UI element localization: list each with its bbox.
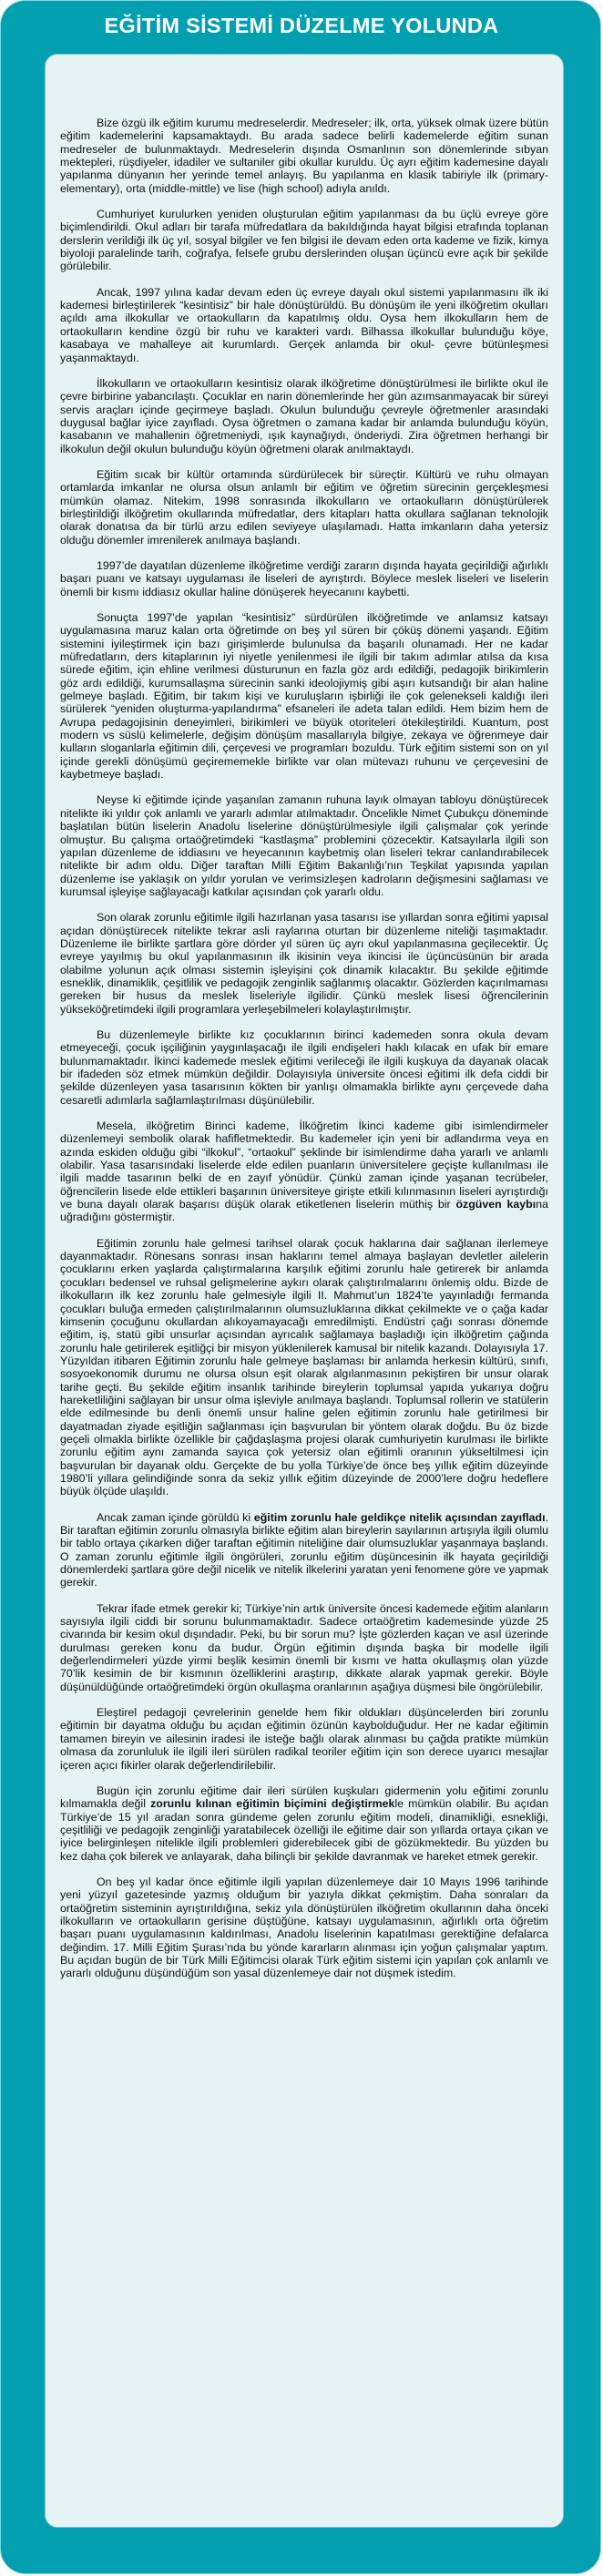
article-paragraph: Neyse ki eğitimde içinde yaşanılan zamanın ruhuna layık olmayan tabloyu dönüştürecek nitelikte iki yıldır çok anlamlı ve yararlı adımlar atılmaktadır. Öncelikle Nimet Çubukçu döneminde başlatılan bütün liselerin Anadolu liselerine dönüştürülmesiyle ilgili çalışmalar çok yerinde olmuştur. Bu çalışma ortaöğretimdeki “kastlaşma” problemini çözecektir. Katsayılarla ilgili son yapılan düzenleme de iddiasını ve heyecanının kaybetmiş olan liseleri tekrar canlandırabilecek nitelikte bir adım oldu. Diğer taraftan Milli Eğitim Bakanlığı’nın Teşkilat yapısında yapılan düzenleme ise yaklaşık on yıldır yorulan ve verimsizleşen kadroların değişmesini sağlaması ve kurumsal işleyişe sağlayacağı katkılar açısından çok yararlı oldu. (60, 793, 548, 898)
article-paragraph: Eleştirel pedagoji çevrelerinin genelde hem fikir oldukları düşüncelerden biri zorunlu eğitimin bir dayatma olduğu bu açıdan eğitimin özünün kaybolduğudur. Her ne kadar eğitimin tamamen bireyin ve ailesinin iradesi ile isteğe bağlı olarak alınması bu çağda pratikte mümkün olmasa da zorunluluk ile ilgili ileri sürülen radikal teoriler eğitim için son derece uyarıcı mesajlar içeren açıcı fikirler olarak değerlendirilebilir. (60, 1706, 548, 1772)
paragraph-text: le mümkün olabilir. Bu açıdan Türkiye’de 15 yıl aradan sonra gündeme gelen zorunlu eğitim modeli, dinamikliği, esnekliği, çeşitliliği ve pedagojik zenginliği yaratabilecek özelliği ile eğitime dair son yıllarda ortaya çıkan ve iyice belirginleşen nitelikle ilgili problemleri giderebilecek gibi de gözükmektedir. Bu yüzden bu kez daha çok bilerek ve anlayarak, daha bilinçli bir şekilde davranmak ve hareket etmek gerekir. (60, 1797, 548, 1863)
article-paragraph (60, 1784, 548, 1863)
article-paragraph: İlkokulların ve ortaokulların kesintisiz olarak ilköğretime dönüştürülmesi ile birlikte okul ile çevre birbirine yabancılaştı. Çocuklar en narin dönemlerinde her gün azımsanmayacak bir süreyi servis araçları içinde geçirmeye başladı. Okulun bulunduğu çevreyle öğretmenler arasındaki duygusal bağlar iyice zayıfladı. Oysa öğretmen o zamana kadar bir anlamda bulunduğu köyün, kasabanın ve mahallenin öğretmeniydi, ışık kaynağıydı, önderiydi. Zira öğretmen herhangi bir ilkokulun değil okulun bulunduğu köyün öğretmeni olarak anılmaktaydı. (60, 376, 548, 455)
article-paragraph: Ancak, 1997 yılına kadar devam eden üç evreye dayalı okul sistemi yapılanmasını ilk iki kademesi birleştirilerek “kesintisiz” bir hale dönüştürüldü. Bu dönüşüm ile yeni ilköğretim okulları açıldı ama ilkokullar ve ortaokulların da kapatılmış oldu. Oysa hem ilkokulların hem de ortaokulların kendine özgü bir ruhu ve karakteri vardı. Bilhassa ilkokullar bulunduğu köye, kasabaya ve mahalleye ait kurumlardı. Gerçek anlamda bir okul- çevre bütünleşmesi yaşanmaktaydı. (60, 285, 548, 364)
paragraph-text: Ancak zaman içinde görüldü ki (97, 1510, 254, 1524)
paragraph-emphasis: özgüven kaybı (455, 1198, 537, 1211)
article-paragraph: Cumhuriyet kurulurken yeniden oluşturulan eğitim yapılanması da bu üçlü evreye göre biçimlendirildi. Okul adları bir tarafa müfredatlara da bakıldığında hayat bilgisi etrafında toplanan derslerin verildiği ilk üç yıl, sosyal bilgiler ve fen bilgisi ile devam eden orta kademe ve fizik, kimya biyoloji paralelinde tarih, coğrafya, felsefe grubu derslerinden oluşan üçüncü evre açık bir şekilde görülebilir. (60, 208, 548, 273)
article-paragraph (60, 1119, 548, 1224)
paragraph-emphasis: eğitim zorunlu hale geldikçe nitelik açısından zayıfladı (253, 1510, 546, 1524)
article-paragraph: Eğitimin zorunlu hale gelmesi tarihsel olarak çocuk haklarına dair sağlanan ilerlemeye dayanmaktadır. Rönesans sonrası insan haklarını temel almaya başlayan devletler ailelerin çocuklarını erken yaşlarda çalıştırmalarına karşılık eğitimi zorunlu hale getirerek bir anlamda çocukları bedensel ve ruhsal gelişmelerine aykırı olarak çalıştırılmalarını önlemiş oldu. Bizde de ilkokulların ilk kez zorunlu hale gelmesiyle ilgili II. Mahmut’un 1824’te yayınladığı fermanda çocukları buluğa ermeden çalıştırılmalarının olumsuzluklarına dikkat çekilmekte ve o çağa kadar kimsenin çocuğunu okullardan alıkoyamayacağı emredilmişti. Endüstri çağı sonrası dönemde eğitim, iş, statü gibi unsurlar açısından ayrıcalık sağlamaya başladığı için ilköğretim çağında zorunlu hale getirilerek eşitliğçi bir misyon yüklenilerek kamusal bir nitelik kazandı. Dolayısıyla 17. Yüzyıldan itibaren Eğitimin zorunlu hale gelmeye başlaması bir anlamda herkesin kültürü, sınıfı, sosyoekonomik durumu ne olursa olsun eşit olarak algılanmasının pekiştiren bir unsur olarak tarihe geçti. Bu şekilde eğitim insanlık tarihinde bireylerin toplumsal yapıda yukarıya doğru hareketliliğini sağlayan bir unsur olma işleviyle anılmaya başlandı. Toplumsal rollerin ve statülerin elde edilmesinde bu denli önemli unsur haline gelen eğitimin zorunlu hale getirilmesi bir dayatmadan ziyade eşitliğin sağlanması için başvurulan bir yöntem olarak doğdu. Bu öz bizde geçeli olmakla birlikte özellikle bir çağdaşlaşma projesi olarak cumhuriyetin kurulması ile birlikte zorunlu eğitim aynı zamanda sayıca çok yetersiz olan eğitimli oranının yükseltilmesi için başvurulan bir dayanak oldu. Gerçekte de bu yolla Türkiye’de önce beş yıllık eğitim düzeyinde 1980’li yıllara gelindiğinde sonra da sekiz yıllık eğitim düzeyinde de 2000’lere doğru hedeflere büyük ölçüde ulaşıldı. (60, 1236, 548, 1498)
article-paragraph: Bu düzenlemeyle birlikte kız çocuklarının birinci kademeden sonra okula devam etmeyeceği, çocuk işçiliğinin yaygınlaşacağı ile ilgili endişeleri haklı kılacak en ufak bir emare bulunmamaktadır. İkinci kademede meslek eğitimi verileceği ile ilgili kuşkuya da dayanak olacak bir ifadeden söz etmek mümkün değildir. Dolayısıyla üniversite öncesi eğitimi ilk defa ciddi bir şekilde düzenleyen yasa tasarısının kökten bir yanlışı olmamakla birlikte aynı çerçevede daha cesaretli adımlarla sağlamlaştırılması düşünülebilir. (60, 1027, 548, 1107)
article-paragraph: Bize özgü ilk eğitim kurumu medreselerdir. Medreseler; ilk, orta, yüksek olmak üzere bütün eğitim kademelerini kapsamaktaydı. Bu arada sadece belirli kademelerde eğitim sunan medreseler de bulunmaktaydı. Medreselerin dışında Osmanlının son dönemlerinde sıbyan mektepleri, rüşdiyeler, idadiler ve sultaniler gibi okullar kuruldu. Üç ayrı eğitim kademesine dayalı yapılanma dünyanın her yerinde temel anlayış. Bu yapılanma en klasik tabiriyle ilk (primary-elementary), orta (middle-mittle) ve lise (high school) adıyla anıldı. (60, 117, 548, 195)
paragraph-emphasis: zorunlu kılınan eğitimin biçimini değiştirmek (150, 1797, 395, 1811)
article-paragraph: 1997’de dayatılan düzenleme ilköğretime verdiği zararın dışında hayata geçirildiği ağırlıklı başarı puanı ve katsayı uygulaması ile liseleri de ayrıştırdı. Böylece meslek liseleri ve liselerin önemli bir kısmı iddiasız okullar haline dönüşerek heyecanını kaybetti. (60, 558, 548, 598)
page-title: EĞİTİM SİSTEMİ DÜZELME YOLUNDA (104, 14, 499, 37)
paragraph-text: Mesela, ilköğretim Birinci kademe, İlköğretim İkinci kademe gibi isimlendirmeler düzenlemeyi sembolik olarak hafifletmektedir. Bu kademeler için yeni bir adlandırma veya en azında eskiden olduğu gibi “ilkokul”, “ortaokul” şeklinde bir isimlendirme daha yararlı ve anlamlı olabilir. Yasa tasarısındaki liselerde elde edilen puanların üniversitelere geçişte kullanılması ile ilgili madde tasarının belki de en zayıf yönüdür. Çünkü zaman içinde yaşanan tecrübeler, öğrencilerin lisede elde ettikleri başarının üniversiteye girişte etkili kılınmasının liseleri ayrıştırdığı ve buna dayalı olarak başarısı düşük olarak etiketlenen liselerin müthiş bir (60, 1119, 548, 1211)
article-paragraph: Son olarak zorunlu eğitimle ilgili hazırlanan yasa tasarısı ise yıllardan sonra eğitimi yapısal açıdan dönüştürecek nitelikte tekrar asli raylarına oturtan bir düzenleme niteliği taşımaktadır. Düzenleme ile birlikte şartlara göre dörder yıl süren üç ayrı okul yapılanmasına geçilecektir. Üç evreye yayılmış bu okul yapılanmasının ilk ikisinin veya ikincisi ile üçüncüsünün bir arada olabilme yolunun açık olması sistemin işleyişini çok dinamik kılacaktır. Bu şekilde eğitimde esneklik, dinamiklik, çeşitlilik ve pedagojik zenginlik sağlanmış olacaktır. Gözlerden kaçırılmaması gereken bir husus da meslek liseleriyle ilgilidir. Çünkü meslek lisesi öğrencilerinin yükseköğretimdeki ilgili programlara yerleşebilmeleri kolaylaştırılmıştır. (60, 911, 548, 1016)
paragraph-text: . Bir taraftan eğitimin zorunlu olmasıyla birlikte eğitim alan bireylerin sayılarının artışıyla ilgili olumlu bir tablo ortaya çıkarken diğer taraftan eğitimin niteliğine dair olumsuzluklar yaşanmaya başlandı. O zaman zorunlu eğitimle ilgili öngörüleri, zorunlu eğitim düşüncesinin ilk hayata geçirildiği dönemlerdeki şartlara göre değil nicelik ve nitelik ilkelerini yaratan yeni fenomene göre ve yapmak gerekir. (60, 1510, 549, 1590)
paragraph-text: Bugün için zorunlu eğitime dair ileri sürülen kuşkuları gidermenin yolu eğitimi zorunlu kılmamakla değil (60, 1784, 548, 1811)
article-panel (45, 54, 564, 2528)
article-paragraph: Eğitim sıcak bir kültür ortamında sürdürülecek bir süreçtir. Kültürü ve ruhu olmayan ortamlarda imkanlar ne olursa olsun anlamlı bir eğitim ve öğretim sürecinin gerçekleşmesi mümkün olamaz. Nitekim, 1998 sonrasında ilkokulların ve ortaokulların dönüştürülerek birleştirildiği ilköğretim okullarında müfredatlar, ders kitapları hatta okullara sağlanan teknolojik olarak donatısa da bir türlü arzu edilen seviyeye ulaşılamadı. Hatta imkanların daha yetersiz olduğu dönemler imrenilerek anılmaya başlandı. (60, 467, 548, 547)
article-body (60, 117, 548, 1980)
article-paragraph: On beş yıl kadar önce eğitimle ilgili yapılan düzenlemeye dair 10 Mayıs 1996 tarihinde yeni yüzyıl gazetesinde yazmış olduğum bir yazıyla dikkat çekmiştim. Daha sonraları da ortaöğretim sisteminin ayrıştırıldığına, sekiz yıla dönüştürülen ilköğretim okullarının daha önceki ilkokulların ve ortaokulların gerisine düştüğüne, katsayı uygulamasının, ağırlıklı orta öğretim başarı puanı uygulamasının kaldırılması, Anadolu liselerinin kapatılması gerektiğine defalarca değindim. 17. Milli Eğitim Şurası’nda bu yönde kararların alınması için yoğun çalışmalar yaptım. Bu açıdan bugün de bir Türk Milli Eğitimcisi olarak Türk eğitim sistemi için yapılan çok anlamlı ve yararlı olduğunu düşündüğüm son yasal düzenlemeye dair not düşmek istedim. (60, 1875, 548, 1980)
article-paragraph: Tekrar ifade etmek gerekir ki; Türkiye’nin artık üniversite öncesi kademede eğitim alanların sayısıyla ilgili ciddi bir sorunu bulunmamaktadır. Sadece ortaöğretim kademesinde yüzde 25 civarında bir kesim okul dışındadır. Peki, bu bir sorun mu? İşte gözlerden kaçan ve asıl üzerinde durulması gereken konu da budur. Örgün eğitimin dışında başka bir modelle ilgili değerlendirmeleri yüzde yirmi beşlik kesimin önemli bir kısmı ve hatta okullaşmış olan yüzde 70’lik kesimin de bir kısmının özelliklerini araştırıp, dikkate alarak yapmak gerekir. Böyle düşünüldüğünde ortaöğretimdeki örgün okullaşma oranlarının aşağıya düşmesi bile öngörülebilir. (60, 1601, 548, 1693)
article-paragraph (60, 1511, 548, 1590)
article-paragraph: Sonuçta 1997’de yapılan “kesintisiz” sürdürülen ilköğretimde ve anlamsız katsayı uygulamasına maruz kalan orta öğretimde on beş yıl süren bir çöküş dönemi yaşandı. Eğitim sistemini iyileştirmek için bazı girişimlerde bulunulsa da başarılı olunamadı. Her ne kadar müfredatların, ders kitaplarının iyi niyetle yenilenmesi ile ilgili bir takım adımlar atılsa da kısa sürede eğitim, için ehline verilmesi düsturunun en fazla göz ardı edildiği, pedagojik birikimlerin göz ardı edildiği, kurumsallaşma sürecinin sanki ideolojiymiş gibi aşırı kutsandığı bir alan haline gelmeye başladı. Eğitim, bir takım kişi ve kuruluşların işbirliği ile çok gelenekseli kaldığı ileri sürülerek “yeniden oluşturma-yapılandırma” efsaneleri ile adeta talan edildi. Hem bizim hem de Avrupa pedagojisinin deneyimleri, birikimleri ve büyük otoriteleri ötekileştirildi. Kuantum, post modern vs süslü kelimelerle, değişim dönüşüm masallarıyla bilgiye, zekaya ve öğrenmeye dair kulların sloganlarla eğitimin dili, çerçevesi ve programları bozuldu. Türk eğitim sistemi son on yıl içinde gerekli dönüşümü geçirememekle birlikte var olan mütevazı ruhunu ve çerçevesini de kaybetmeye başladı. (60, 611, 548, 782)
paragraph-text: na uğradığını göstermiştir. (60, 1198, 548, 1224)
